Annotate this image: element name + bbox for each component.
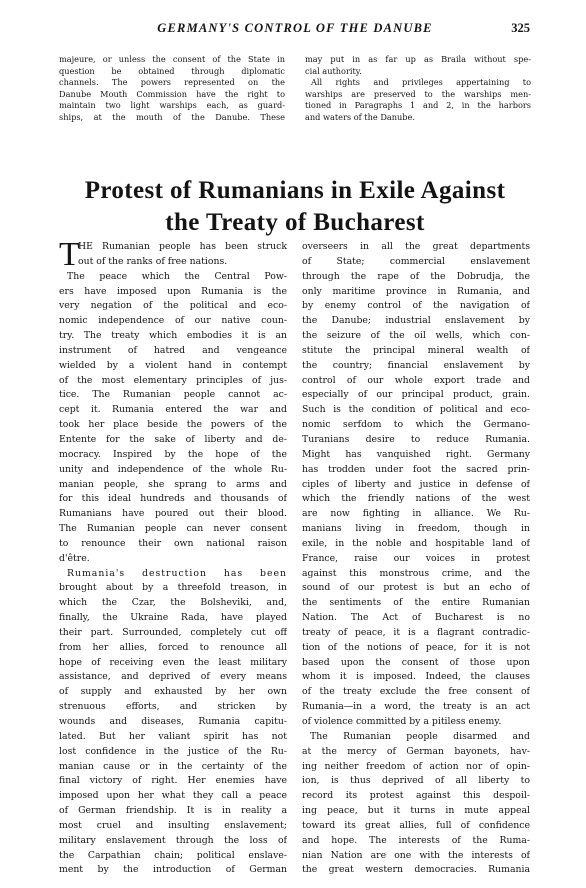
article-right-column [302, 240, 530, 878]
text-line: overseers in all the great departments [302, 241, 530, 252]
text-line: France, raise our voices in protest [302, 552, 530, 564]
text-line: question be obtained through diplomatic [59, 65, 285, 76]
text-line: sound of our protest is but an echo of [302, 582, 530, 594]
text-line: of the treaty exclude the free consent of [302, 686, 530, 698]
text-line: wielded by a violent hand in contempt [59, 359, 287, 371]
text-line: brought about by a threefold treason, in [59, 582, 287, 594]
text-line: Entente for the sake of liberty and de- [59, 433, 287, 445]
text-line: out of the ranks of free nations. [78, 255, 228, 267]
text-line: Nation. The Act of Bucharest is no [302, 612, 530, 624]
article-title-line: the Treaty of Bucharest [165, 209, 425, 236]
text-line: Rumania's destruction has been [67, 567, 287, 579]
text-line: lost confidence in the justice of the Ru- [59, 745, 287, 757]
text-line: ing neither freedom of action nor of opin- [302, 760, 530, 772]
text-line: nomic independence of our native coun- [59, 315, 287, 327]
text-line: HE Rumanian people has been struck [78, 241, 287, 252]
text-line: manian people, she sprang to arms and [59, 478, 287, 490]
text-line: the seizure of the oil wells, which con- [302, 330, 530, 342]
text-line: cept it. Rumania entered the war and [59, 404, 287, 416]
text-line: which the friendly nations of the west [302, 493, 530, 505]
text-line: lated. But her valiant spirit has not [59, 730, 287, 742]
text-line: only maritime province in Rumania, and [302, 285, 530, 297]
text-line: the sentiments of the entire Rumanian [302, 597, 530, 609]
text-line: d'être. [59, 552, 90, 564]
text-line: control of our whole export trade and [302, 374, 530, 386]
text-line: stitute the principal mineral wealth of [302, 344, 530, 356]
text-line: try. The treaty which embodies it is an [59, 330, 287, 342]
page-number: 325 [511, 21, 530, 35]
running-title: GERMANY'S CONTROL OF THE DANUBE [157, 21, 433, 35]
article-left-column [59, 236, 287, 878]
text-line: ing peace, but it turns in mute appeal [302, 805, 530, 817]
text-line: Danube Mouth Commission have the right to [59, 88, 285, 99]
text-line: of supply and exhausted by her own [59, 686, 287, 698]
text-line: has trodden under foot the sacred prin- [302, 463, 530, 475]
text-line: the Carpathian chain; political enslave- [59, 849, 287, 861]
text-line: the great western democracies. Rumania [302, 864, 530, 876]
text-line: Rumania—in a word, the treaty is an act [302, 701, 530, 713]
text-line: imposed upon her what they call a peace [59, 790, 287, 802]
text-line: from her allies, forced to renounce all [59, 641, 287, 653]
text-line: ers have imposed upon Rumania is the [59, 285, 287, 297]
text-line: mocracy. Inspired by the hope of the [59, 448, 287, 460]
text-line: warships are preserved to the warships men- [305, 88, 531, 99]
text-line: record its protest against this despoil- [302, 790, 530, 802]
text-line: maintain two light warships each, as guard- [59, 100, 285, 110]
text-line: the country; financial enslavement by [302, 359, 530, 371]
text-line: Rumanians have poured out their blood. [59, 508, 287, 520]
text-line: military enslavement through the loss of [59, 834, 287, 846]
continued-text-right-column [305, 54, 531, 123]
text-line: manians living in freedom, though in [302, 523, 530, 535]
text-line: especially of our principal product, grain. [302, 389, 530, 401]
text-line: wounds and diseases, Rumania capitu- [59, 716, 287, 727]
text-line: against this monstrous crime, and the [302, 567, 530, 579]
text-line: their part. Surrounded, completely cut off [59, 626, 287, 638]
text-line: whom it is imposed. Indeed, the clauses [302, 671, 530, 683]
text-line: assistance, and deprived of every means [59, 671, 287, 683]
text-line: nian Nation are one with the interests of [302, 849, 530, 861]
text-line: channels. The powers represented on the [59, 77, 285, 87]
text-line: nomic serfdom to which the Germano- [302, 419, 530, 431]
text-line: cial authority. [305, 65, 362, 76]
text-line: ment by the introduction of German [59, 864, 287, 876]
text-line: and hope. The interests of the Ruma- [302, 834, 530, 846]
text-line: by enemy control of the navigation of [302, 300, 530, 312]
text-line: are now fighting in alliance. We Ru- [302, 508, 530, 520]
text-line: the Danube; industrial enslavement by [302, 315, 530, 327]
text-line: The Rumanian people disarmed and [310, 730, 530, 742]
text-line: final victory of right. Her enemies have [59, 775, 287, 787]
text-line: tioned in Paragraphs 1 and 2, in the harbors [305, 100, 531, 110]
text-line: may put in as far up as Braila without spe- [305, 54, 531, 64]
running-head [60, 21, 530, 39]
text-line: of the most elementary principles of jus- [59, 374, 287, 386]
text-line: instrument of hatred and vengeance [59, 344, 287, 356]
text-line: toward its great allies, full of confidence [302, 819, 530, 831]
text-line: Such is the condition of political and eco- [302, 404, 530, 416]
text-line: The Rumanian people can never consent [59, 523, 287, 535]
text-line: ion, is thus deprived of all liberty to [302, 775, 530, 787]
text-line: The peace which the Central Pow- [67, 270, 287, 282]
text-line: at the mercy of German bayonets, hav- [302, 745, 530, 757]
text-line: which the Czar, the Bolsheviki, and, [59, 597, 287, 609]
text-line: All rights and privileges appertaining to [311, 77, 531, 87]
text-line: Might has vanquished right. Germany [302, 448, 530, 460]
text-line: took her place beside the powers of the [59, 419, 287, 431]
text-line: very negation of the political and eco- [59, 300, 287, 312]
continued-text-left-column [59, 54, 285, 123]
text-line: of German friendship. It is in reality a [59, 805, 287, 817]
text-line: most cruel and insulting enslavement; [59, 819, 287, 831]
text-line: Turanians desire to reduce Rumania. [302, 433, 530, 445]
text-line: tion of the notions of peace, for it is not [302, 641, 530, 653]
text-line: exile, in the noble and hospitable land of [302, 537, 530, 549]
text-line: manian cause or in the certainty of the [59, 760, 287, 772]
article-title [60, 175, 530, 239]
text-line: based upon the consent of those upon [302, 656, 530, 668]
text-line: ciples of liberty and justice in defense of [302, 478, 530, 490]
text-line: unity and independence of the whole Ru- [59, 463, 287, 475]
text-line: for this ideal hundreds and thousands of [59, 493, 287, 505]
text-line: hope of receiving even the least military [59, 656, 287, 668]
text-line: of State; commercial enslavement [302, 255, 530, 267]
text-line: to renounce their own national raison [59, 537, 287, 549]
text-line: of violence committed by a pitiless enemy. [302, 716, 502, 727]
text-line: tice. The Rumanian people cannot ac- [59, 389, 287, 401]
text-line: majeure, or unless the consent of the State in [59, 54, 285, 64]
drop-cap: T [59, 236, 80, 273]
text-line: through the rape of the Dobrudja, the [302, 270, 530, 282]
text-line: treaty of peace, it is a flagrant contradic- [302, 626, 530, 638]
text-line: and waters of the Danube. [305, 111, 415, 122]
article-title-line: Protest of Rumanians in Exile Against [84, 177, 506, 204]
text-line: finally, the Ukraine Rada, have played [59, 612, 287, 624]
text-line: ships, at the mouth of the Danube. These [59, 111, 285, 122]
text-line: strenuous efforts, and stricken by [59, 701, 287, 713]
